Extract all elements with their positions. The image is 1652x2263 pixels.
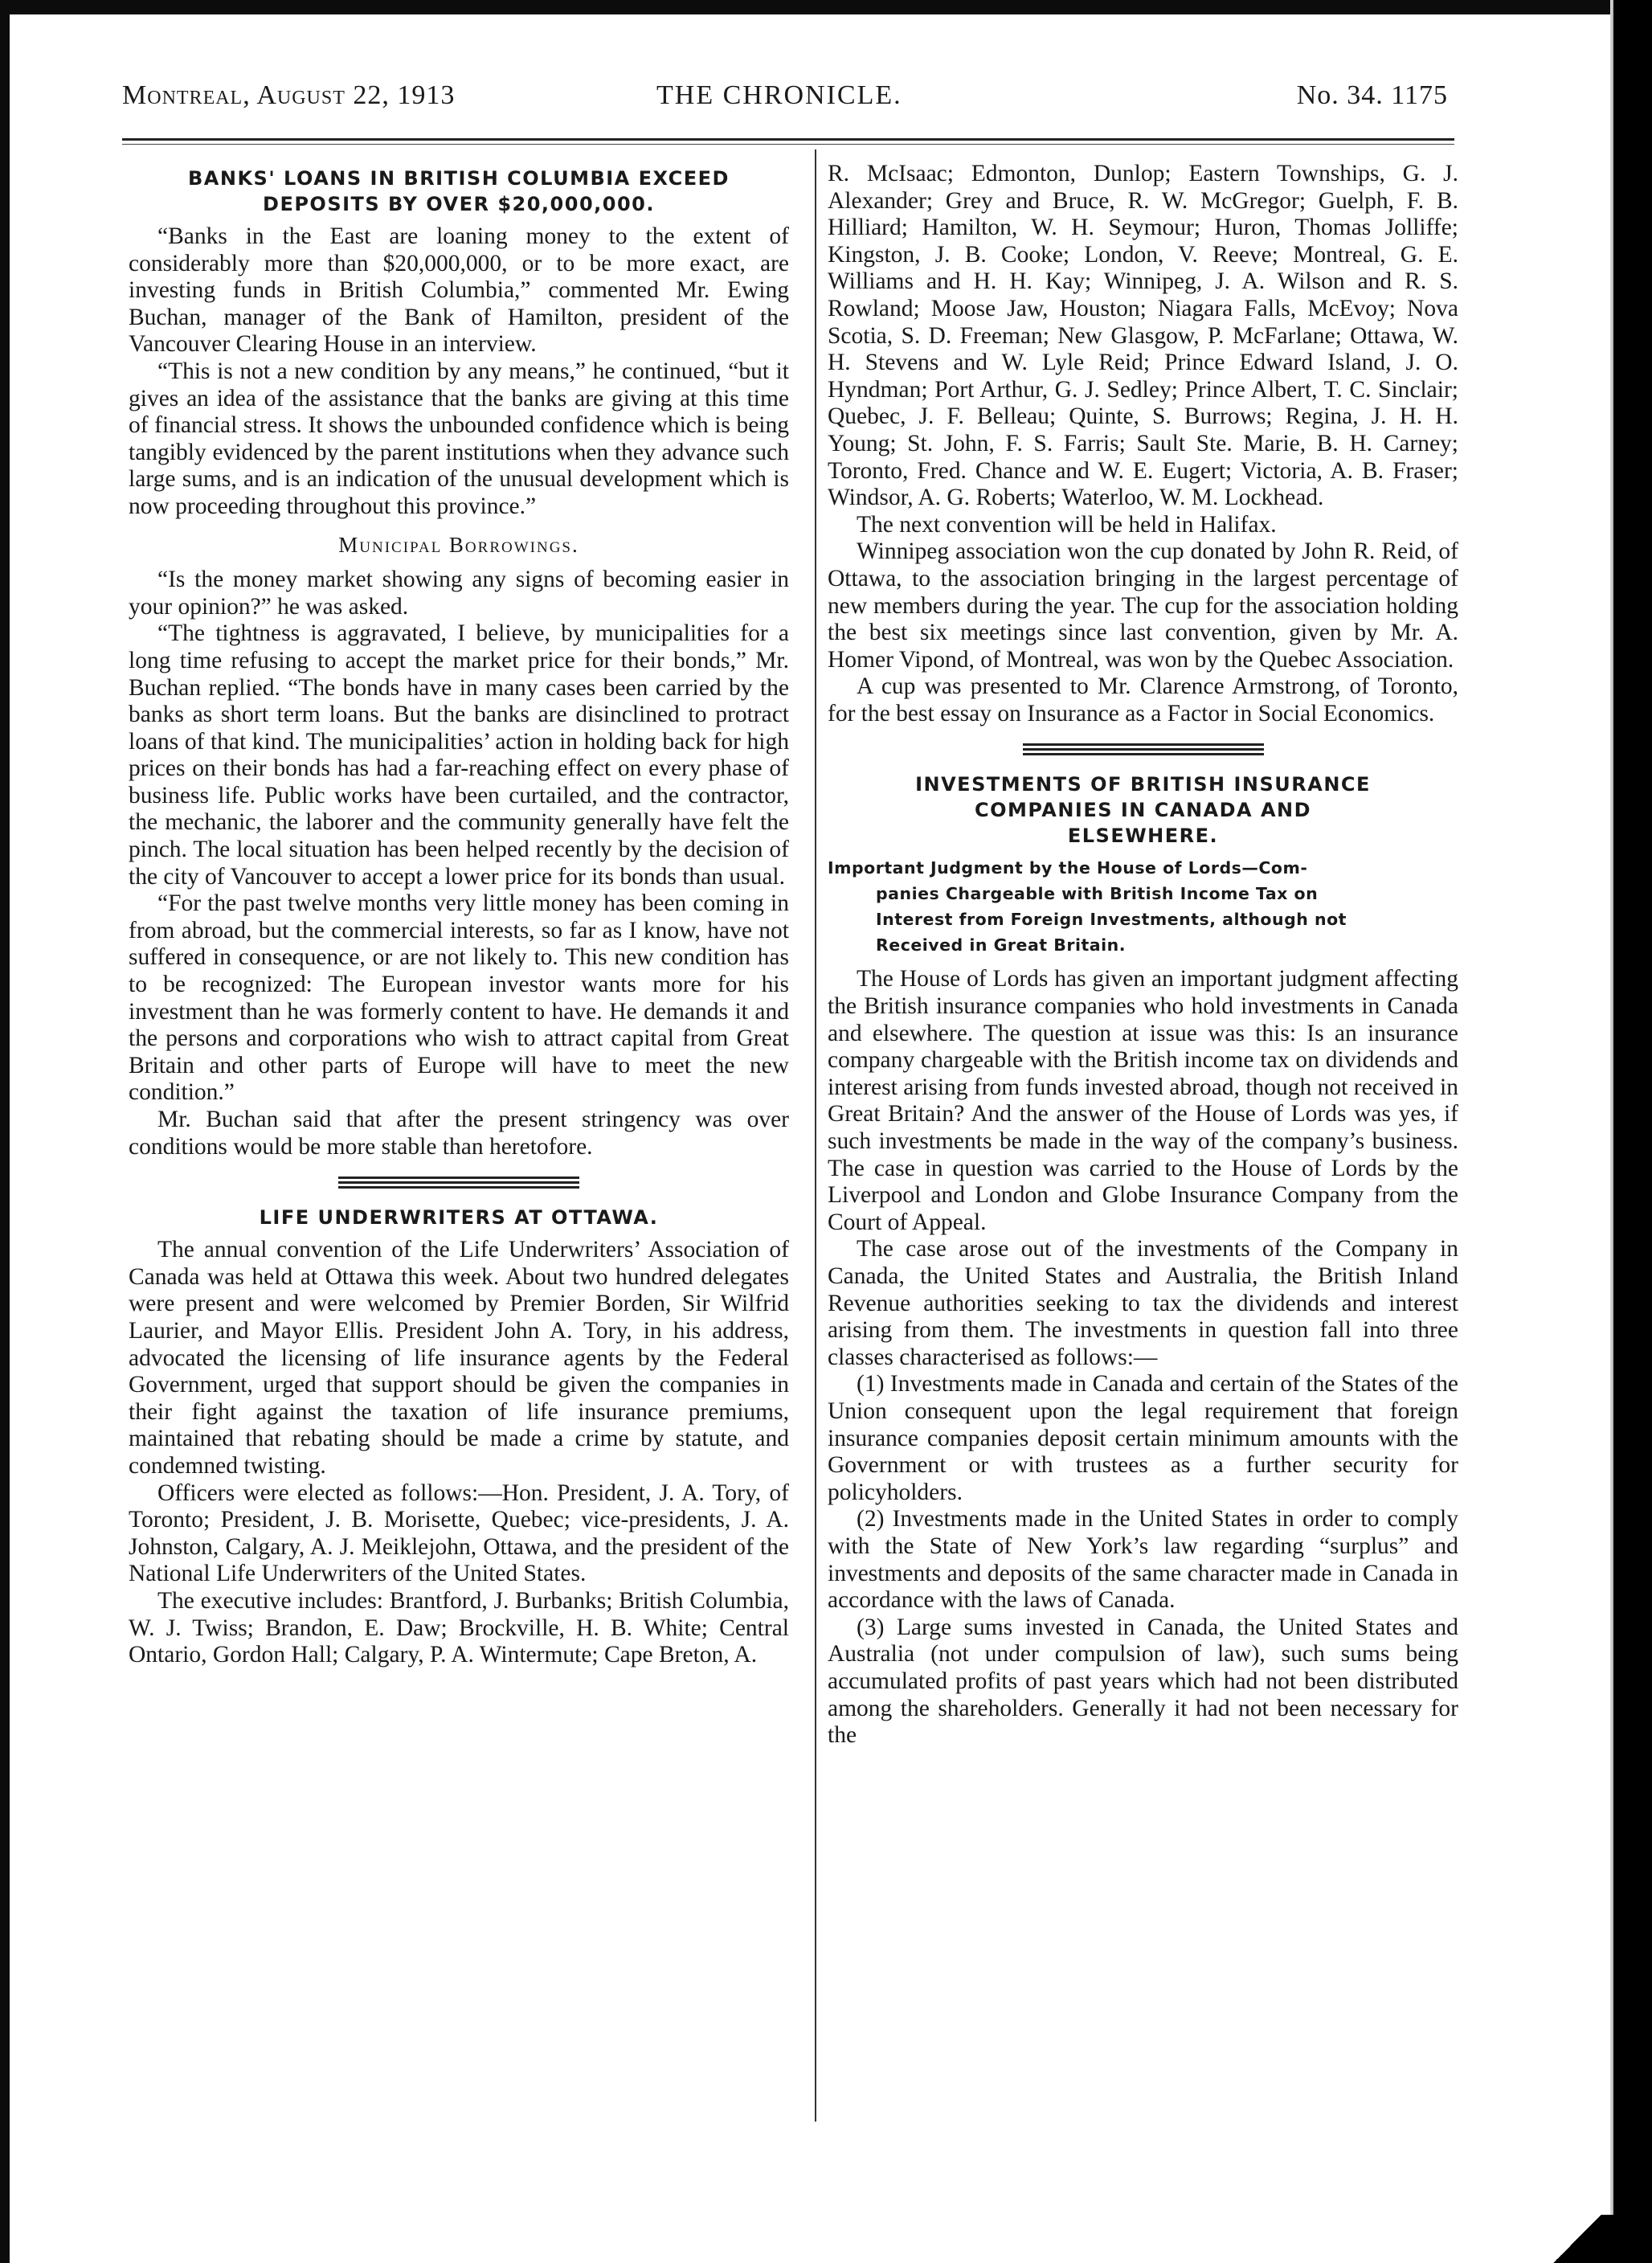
paragraph: The executive includes: Brantford, J. Burbanks; British Columbia, W. J. Twiss; Brandon, E. Daw; Brockville, H. B. White; Central Ontario, Gordon Hall; Calgary, P. A. Wintermute; Cape Breton, A. bbox=[129, 1587, 789, 1668]
header-dateline: Montreal, August 22, 1913 bbox=[122, 80, 456, 110]
running-header bbox=[122, 80, 1448, 121]
headline-line: COMPANIES IN CANADA AND bbox=[974, 799, 1312, 822]
section-separator bbox=[338, 1177, 579, 1189]
scan-right-border bbox=[1613, 0, 1652, 2263]
right-column bbox=[828, 161, 1458, 1749]
subhead-line: Important Judgment by the House of Lords—Com- bbox=[828, 858, 1308, 878]
paragraph: Mr. Buchan said that after the present stringency was over conditions would be more stable than heretofore. bbox=[129, 1107, 789, 1160]
paragraph: “Is the money market showing any signs of becoming easier in your opinion?” he was asked. bbox=[129, 567, 789, 620]
section-subhead: Municipal Borrowings. bbox=[338, 532, 579, 557]
scan-corner-shadow bbox=[1541, 2215, 1613, 2263]
left-column bbox=[129, 161, 789, 1669]
article-headline-investments bbox=[828, 771, 1458, 849]
article-headline-banks-loans: BANKS' LOANS IN BRITISH COLUMBIA EXCEED DEPOSITS BY OVER $20,000,000. bbox=[188, 167, 730, 215]
paragraph: The annual convention of the Life Underwriters’ Association of Canada was held at Ottawa this week. About two hundred delegates were present and were welcomed by Premier Borden, Sir Wilfrid Laurier, and Mayor Ellis. President John A. Tory, in his address, advocated the licensing of life insurance agents by the Federal Government, urged that support should be given the companies in their fight against the taxation of life insurance premiums, maintained that rebating should be made a crime by statute, and condemned twisting. bbox=[129, 1237, 789, 1479]
paragraph: “For the past twelve months very little money has been coming in from abroad, but the commercial interests, so far as I know, have not suffered in consequence, or are not likely to. This new condition has to be recognized: The European investor wants more for his investment than he was formerly content to have. He demands it and the persons and corporations who wish to attract capital from Great Britain and other parts of Europe will have to meet the new condition.” bbox=[129, 890, 789, 1106]
subhead-line: Interest from Foreign Investments, although not bbox=[876, 910, 1347, 930]
header-title: THE CHRONICLE. bbox=[656, 80, 902, 110]
paragraph: (3) Large sums invested in Canada, the United States and Australia (not under compulsion of law), such sums being accumulated profits of past years which had not been distributed among the shareholders. Generally it had not been necessary for the bbox=[828, 1614, 1458, 1749]
column-rule bbox=[815, 149, 816, 2122]
scan-top-border bbox=[0, 0, 1652, 14]
subhead-line: Received in Great Britain. bbox=[876, 935, 1127, 956]
article-subheadline bbox=[828, 855, 1458, 958]
paragraph: A cup was presented to Mr. Clarence Armstrong, of Toronto, for the best essay on Insurance as a Factor in Social Economics. bbox=[828, 673, 1458, 726]
paragraph: Winnipeg association won the cup donated by John R. Reid, of Ottawa, to the association bringing in the largest percentage of new members during the year. The cup for the association holding the best six meetings since last convention, given by Mr. A. Homer Vipond, of Montreal, was won by the Quebec Association. bbox=[828, 538, 1458, 673]
header-rule bbox=[122, 138, 1454, 141]
paragraph: “This is not a new condition by any means,” he continued, “but it gives an idea of the assistance that the banks are giving at this time of financial stress. It shows the unbounded confidence which is being tangibly evidenced by the parent institutions when they advance such large sums, and is an indication of the unusual development which is now proceeding throughout this province.” bbox=[129, 358, 789, 519]
paragraph: R. McIsaac; Edmonton, Dunlop; Eastern Townships, G. J. Alexander; Grey and Bruce, R. W. McGregor; Guelph, F. B. Hilliard; Hamilton, W. H. Seymour; Huron, Thomas Jolliffe; Kingston, J. B. Cooke; London, V. Reeve; Montreal, G. E. Williams and H. H. Kay; Winnipeg, J. A. Wilson and R. S. Rowland; Moose Jaw, Houston; Niagara Falls, McEvoy; Nova Scotia, S. D. Freeman; New Glasgow, P. McFarlane; Ottawa, W. H. Stevens and W. Lyle Reid; Prince Edward Island, J. O. Hyndman; Port Arthur, G. J. Sedley; Prince Albert, T. C. Sinclair; Quebec, J. F. Belleau; Quinte, S. Burrows; Regina, J. H. H. Young; St. John, F. S. Farris; Sault Ste. Marie, B. H. Carney; Toronto, Fred. Chance and W. E. Eugert; Victoria, A. B. Fraser; Windsor, A. G. Roberts; Waterloo, W. M. Lockhead. bbox=[828, 161, 1458, 511]
header-rule-thin bbox=[122, 144, 1454, 145]
paragraph: “The tightness is aggravated, I believe, by municipalities for a long time refusing to accept the market price for their bonds,” Mr. Buchan replied. “The bonds have in many cases been carried by the banks as short term loans. But the banks are disinclined to protract loans of that kind. The municipalities’ action in holding back for high prices on their bonds has had a far-reaching effect on every phase of business life. Public works have been curtailed, and the contractor, the mechanic, the laborer and the community generally have felt the pinch. The local situation has been helped recently by the decision of the city of Vancouver to accept a lower price for its bonds than usual. bbox=[129, 620, 789, 890]
article-headline-life-underwriters: LIFE UNDERWRITERS AT OTTAWA. bbox=[259, 1206, 659, 1230]
paragraph: Officers were elected as follows:—Hon. President, J. A. Tory, of Toronto; President, J. B. Morisette, Quebec; vice-presidents, J. A. Johnston, Calgary, A. J. Meiklejohn, Ottawa, and the president of the National Life Underwriters of the United States. bbox=[129, 1479, 789, 1587]
section-separator bbox=[1023, 743, 1264, 755]
paragraph: (1) Investments made in Canada and certain of the States of the Union consequent upon the legal requirement that foreign insurance companies deposit certain minimum amounts with the Government or with trustees as a further security for policyholders. bbox=[828, 1371, 1458, 1505]
paragraph: (2) Investments made in the United States in order to comply with the State of New York’s law regarding “surplus” and investments and deposits of the same character made in Canada in accordance with the laws of Canada. bbox=[828, 1506, 1458, 1614]
headline-line: ELSEWHERE. bbox=[1067, 825, 1219, 848]
paragraph: The House of Lords has given an important judgment affecting the British insurance companies who hold investments in Canada and elsewhere. The question at issue was this: Is an insurance company chargeable with the British income tax on dividends and interest arising from funds invested abroad, though not received in Great Britain? And the answer of the House of Lords was yes, if such investments be made in the way of the company’s business. The case in question was carried to the House of Lords by the Liverpool and London and Globe Insurance Company from the Court of Appeal. bbox=[828, 966, 1458, 1235]
header-issue-page: No. 34. 1175 bbox=[1296, 80, 1448, 110]
paragraph: The case arose out of the investments of the Company in Canada, the United States and Australia, the British Inland Revenue authorities seeking to tax the dividends and interest arising from them. The investments in question fall into three classes characterised as follows:— bbox=[828, 1236, 1458, 1370]
scan-left-border bbox=[0, 0, 10, 2263]
headline-line: INVESTMENTS OF BRITISH INSURANCE bbox=[915, 773, 1371, 796]
paragraph: “Banks in the East are loaning money to the extent of considerably more than $20,000,000, or to be more exact, are investing funds in British Columbia,” commented Mr. Ewing Buchan, manager of the Bank of Hamilton, president of the Vancouver Clearing House in an interview. bbox=[129, 223, 789, 358]
subhead-line: panies Chargeable with British Income Tax on bbox=[876, 884, 1319, 904]
paragraph: The next convention will be held in Halifax. bbox=[857, 511, 1277, 538]
